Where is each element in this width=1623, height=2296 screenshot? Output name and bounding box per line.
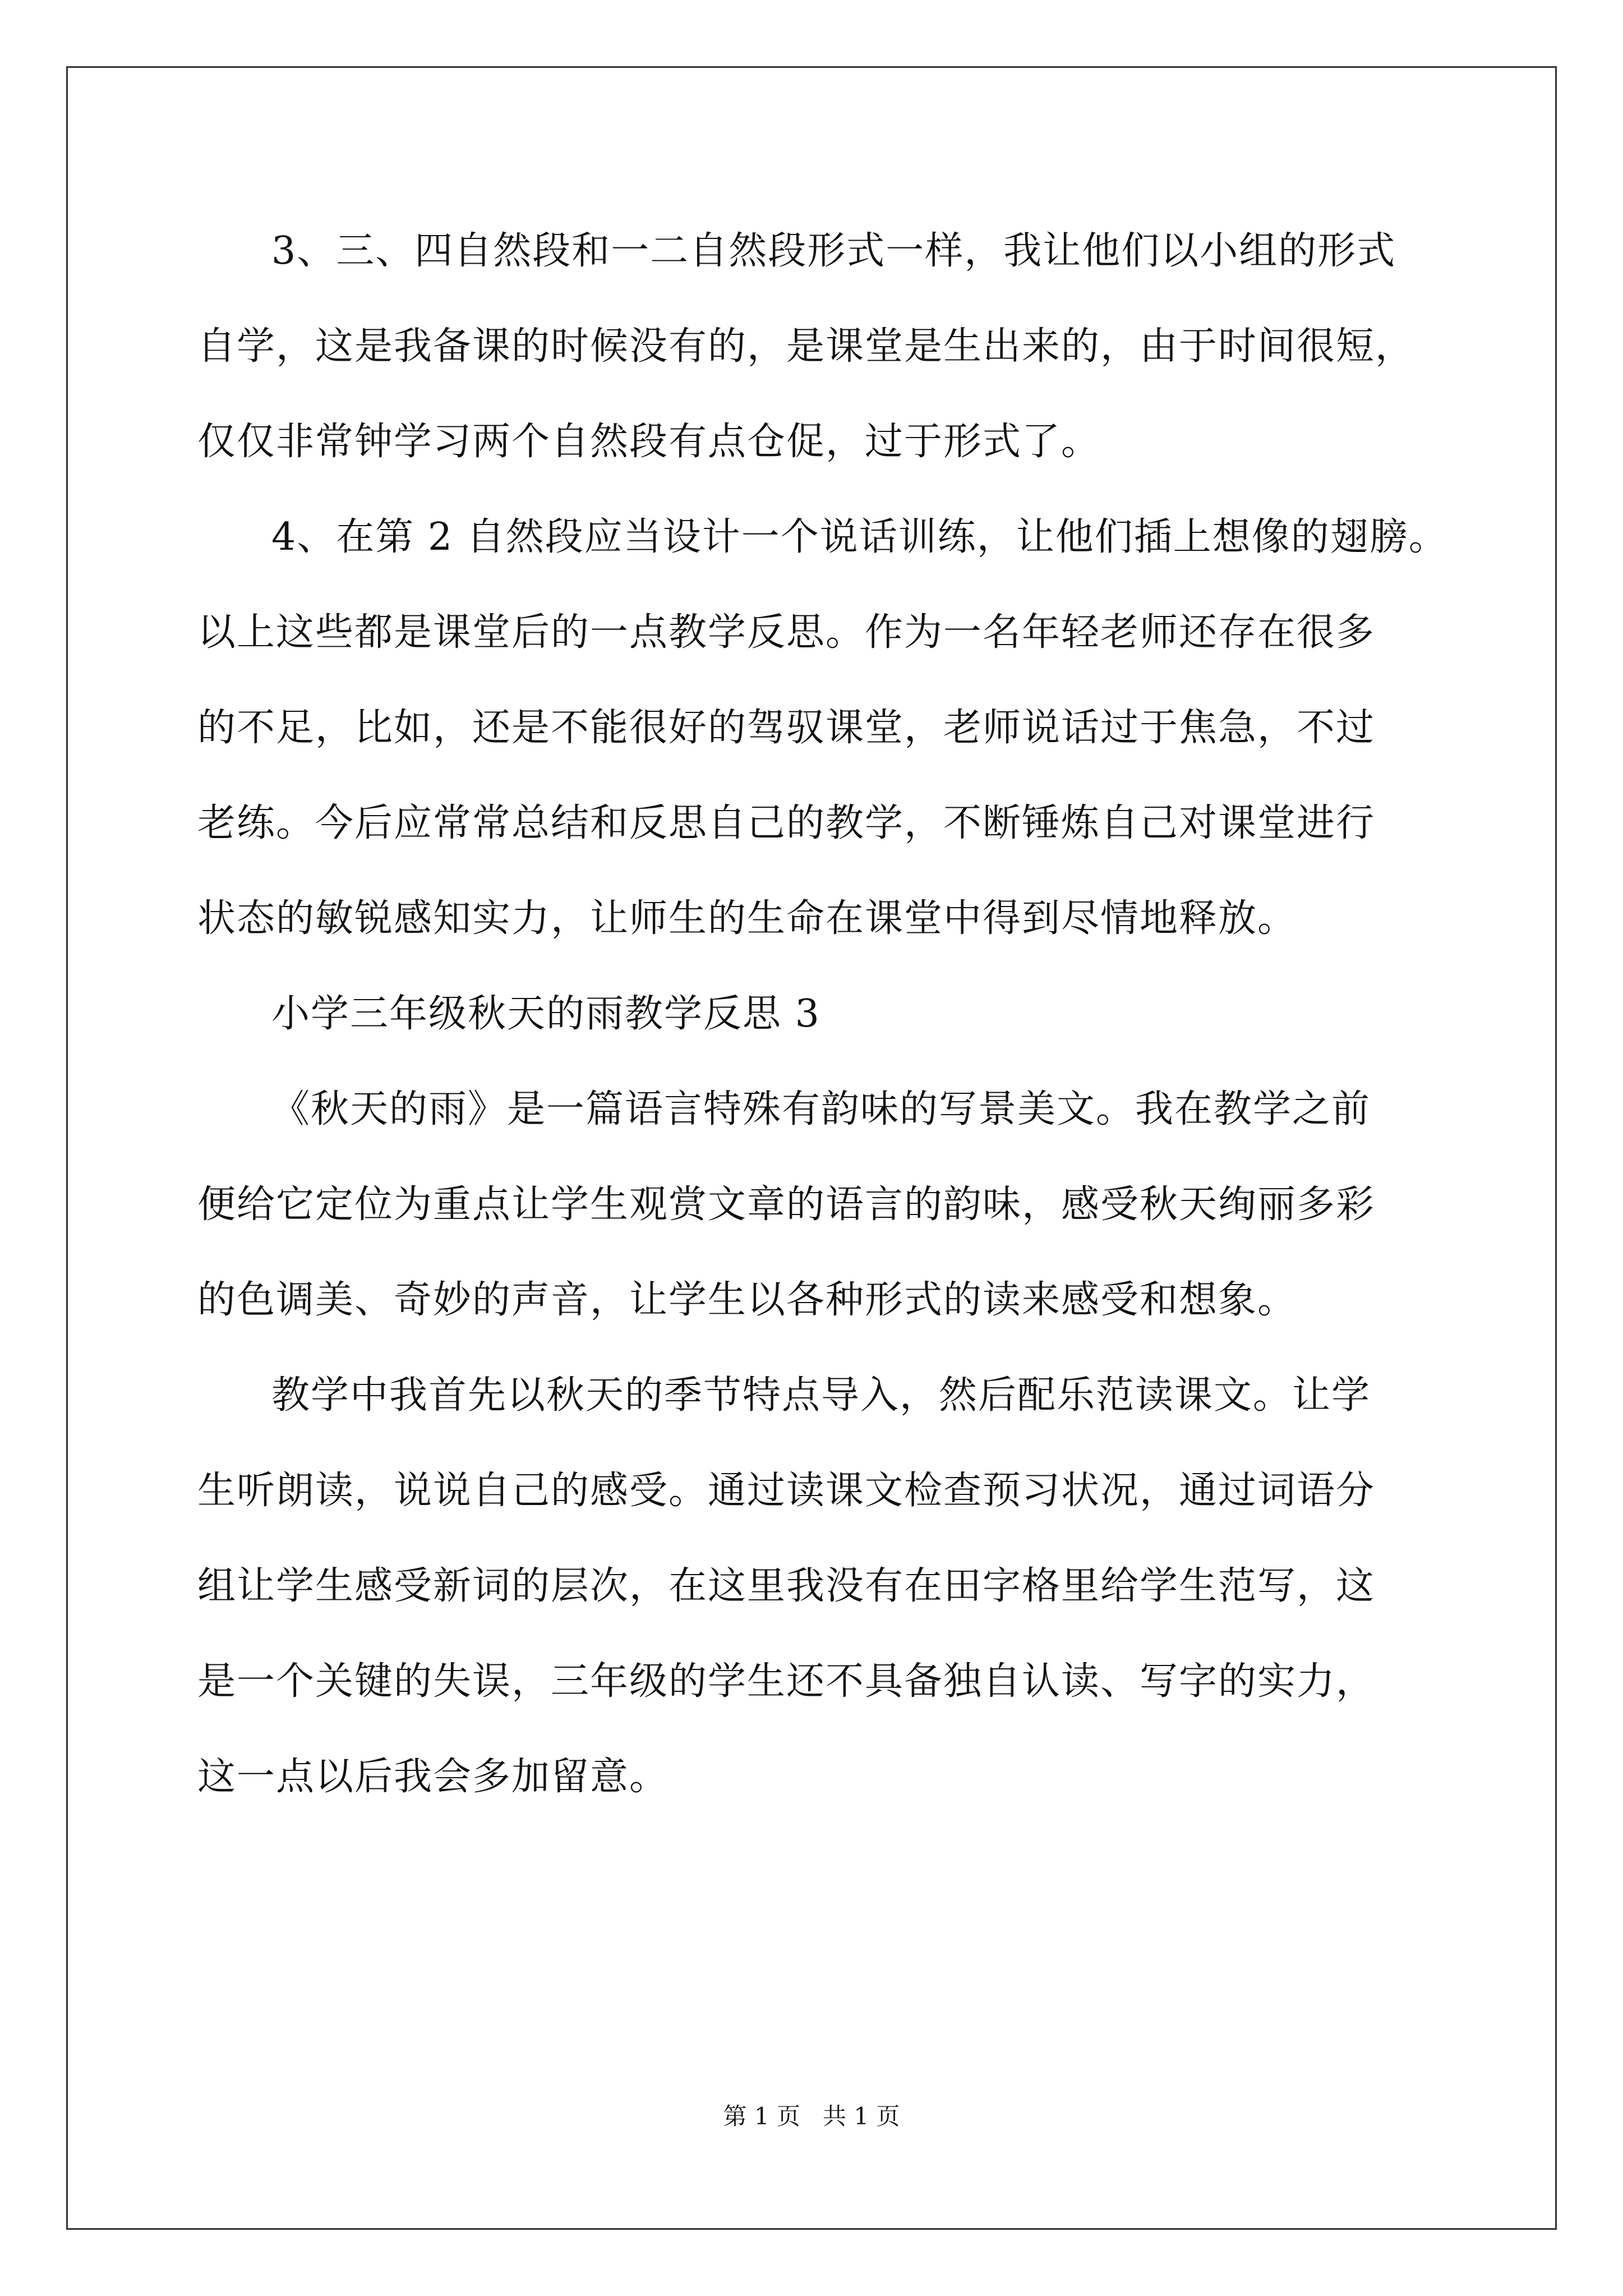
paragraph-line: 自学，这是我备课的时候没有的，是课堂是生出来的，由于时间很短， xyxy=(197,324,1415,369)
page-border xyxy=(66,66,1557,2230)
paragraph-line: 《秋天的雨》是一篇语言特殊有韵味的写景美文。我在教学之前 xyxy=(271,1087,1371,1131)
paragraph-line: 状态的敏锐感知实力，让师生的生命在课堂中得到尽情地释放。 xyxy=(197,896,1297,941)
paragraph-line: 仅仅非常钟学习两个自然段有点仓促，过于形式了。 xyxy=(197,420,1101,464)
paragraph-line: 的不足，比如，还是不能很好的驾驭课堂，老师说话过于焦急，不过 xyxy=(197,706,1376,750)
paragraph-line: 是一个关键的失误，三年级的学生还不具备独自认读、写字的实力， xyxy=(197,1659,1376,1704)
paragraph-line: 以上这些都是课堂后的一点教学反思。作为一名年轻老师还存在很多 xyxy=(197,610,1376,655)
paragraph-line: 4、在第 2 自然段应当设计一个说话训练，让他们插上想像的翅膀。 xyxy=(271,515,1448,559)
paragraph-line: 3、三、四自然段和一二自然段形式一样，我让他们以小组的形式 xyxy=(271,229,1396,273)
paragraph-line: 这一点以后我会多加留意。 xyxy=(197,1755,669,1799)
paragraph-line: 生听朗读，说说自己的感受。通过读课文检查预习状况，通过词语分 xyxy=(197,1469,1376,1513)
section-heading: 小学三年级秋天的雨教学反思 3 xyxy=(271,992,820,1036)
paragraph-line: 的色调美、奇妙的声音，让学生以各种形式的读来感受和想象。 xyxy=(197,1278,1297,1322)
paragraph-line: 老练。今后应常常总结和反思自己的教学，不断锤炼自己对课堂进行 xyxy=(197,801,1376,845)
paragraph-line: 组让学生感受新词的层次，在这里我没有在田字格里给学生范写，这 xyxy=(197,1564,1376,1608)
paragraph-line: 便给它定位为重点让学生观赏文章的语言的韵味，感受秋天绚丽多彩 xyxy=(197,1182,1376,1227)
paragraph-line: 教学中我首先以秋天的季节特点导入，然后配乐范读课文。让学 xyxy=(271,1373,1371,1418)
page-number-footer: 第 1 页 共 1 页 xyxy=(723,2102,900,2130)
